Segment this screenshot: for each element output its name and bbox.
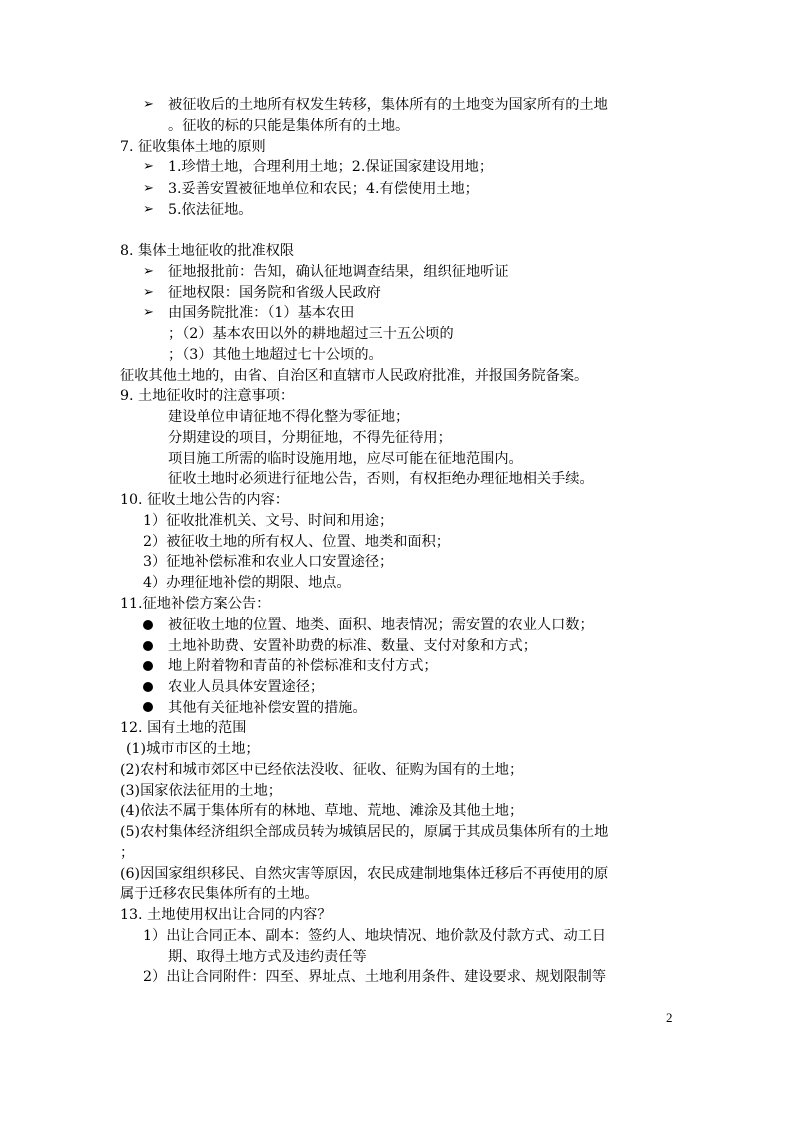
text-line: (4)依法不属于集体所有的林地、草地、荒地、滩涂及其他土地； [120, 803, 524, 819]
list-item: 地上附着物和青苗的补偿标准和支付方式； [168, 658, 438, 674]
bullet-dot-icon [143, 620, 153, 630]
section-heading: 13. 土地使用权出让合同的内容？ [120, 907, 332, 923]
arrow-bullet-icon: ➢ [143, 305, 154, 320]
text-line: 。征收的标的只能是集体所有的土地。 [168, 118, 410, 134]
arrow-bullet-icon: ➢ [143, 181, 154, 196]
arrow-bullet-icon: ➢ [143, 285, 154, 300]
section-heading: 12. 国有土地的范围 [120, 720, 247, 736]
list-item: 2）被征收土地的所有权人、位置、地类和面积； [143, 534, 450, 550]
text-line: (3)国家依法征用的土地； [120, 783, 282, 799]
list-item: 2）出让合同附件：四至、界址点、土地利用条件、建设要求、规划限制等 [143, 969, 607, 985]
text-line: ； [120, 845, 135, 861]
text-line: (6)因国家组织移民、自然灾害等原因，农民成建制地集体迁移后不再使用的原 [120, 866, 609, 882]
section-heading: 10. 征收土地公告的内容： [120, 492, 289, 508]
text-line: 期、取得土地方式及违约责任等 [168, 949, 367, 965]
list-item: 3）征地补偿标准和农业人口安置途径； [143, 554, 394, 570]
section-heading: 9. 土地征收时的注意事项： [120, 388, 295, 404]
list-item: 被征收土地的位置、地类、面积、地表情况；需安置的农业人口数； [168, 617, 594, 633]
text-line: 1.珍惜土地，合理利用土地；2.保证国家建设用地； [168, 159, 494, 175]
section-heading: 7. 征收集体土地的原则 [120, 139, 266, 155]
list-item: 其他有关征地补偿安置的措施。 [168, 700, 367, 716]
arrow-bullet-icon: ➢ [143, 159, 154, 174]
arrow-bullet-icon: ➢ [143, 97, 154, 112]
bullet-dot-icon [143, 661, 153, 671]
text-line: 分期建设的项目，分期征地，不得先征待用； [168, 430, 452, 446]
bullet-dot-icon [143, 682, 153, 692]
text-line: 5.依法征地。 [168, 202, 253, 218]
page-number: 2 [666, 1010, 673, 1025]
list-item: 土地补助费、安置补助费的标准、数量、支付对象和方式； [168, 638, 537, 654]
arrow-bullet-icon: ➢ [143, 202, 154, 217]
text-line: 由国务院批准：（1）基本农田 [168, 305, 355, 321]
text-line: 征地权限：国务院和省级人民政府 [168, 285, 381, 301]
bullet-dot-icon [143, 702, 153, 712]
list-item: 农业人员具体安置途径； [168, 679, 325, 695]
text-line: 建设单位申请征地不得化整为零征地； [168, 409, 410, 425]
text-line: (1)城市市区的土地； [126, 741, 260, 757]
list-item: 1）出让合同正本、副本：签约人、地块情况、地价款及付款方式、动工日 [143, 928, 607, 944]
section-heading: 8. 集体土地征收的批准权限 [120, 243, 295, 259]
text-line: 被征收后的土地所有权发生转移，集体所有的土地变为国家所有的土地 [168, 97, 608, 113]
list-item: 4）办理征地补偿的期限、地点。 [143, 575, 351, 591]
text-line: (2)农村和城市郊区中已经依法没收、征收、征购为国有的土地； [120, 762, 524, 778]
text-line: 征地报批前：告知，确认征地调查结果，组织征地听证 [168, 264, 509, 280]
text-line: 征收土地时必须进行征地公告，否则，有权拒绝办理征地相关手续。 [168, 471, 594, 487]
text-line: 属于迁移农民集体所有的土地。 [120, 886, 319, 902]
text-line: 3.妥善安置被征地单位和农民；4.有偿使用土地； [168, 181, 479, 197]
arrow-bullet-icon: ➢ [143, 264, 154, 279]
list-item: 1）征收批准机关、文号、时间和用途； [143, 513, 394, 529]
text-line: 项目施工所需的临时设施用地，应尽可能在征地范围内。 [168, 451, 523, 467]
text-line: ；（2）基本农田以外的耕地超过三十五公顷的 [168, 326, 454, 342]
section-heading: 11.征地补偿方案公告： [120, 596, 271, 612]
text-line: 征收其他土地的，由省、自治区和直辖市人民政府批准，并报国务院备案。 [120, 368, 589, 384]
text-line: ；（3）其他土地超过七十公顷的。 [168, 347, 383, 363]
text-line: (5)农村集体经济组织全部成员转为城镇居民的，原属于其成员集体所有的土地 [120, 824, 609, 840]
bullet-dot-icon [143, 641, 153, 651]
